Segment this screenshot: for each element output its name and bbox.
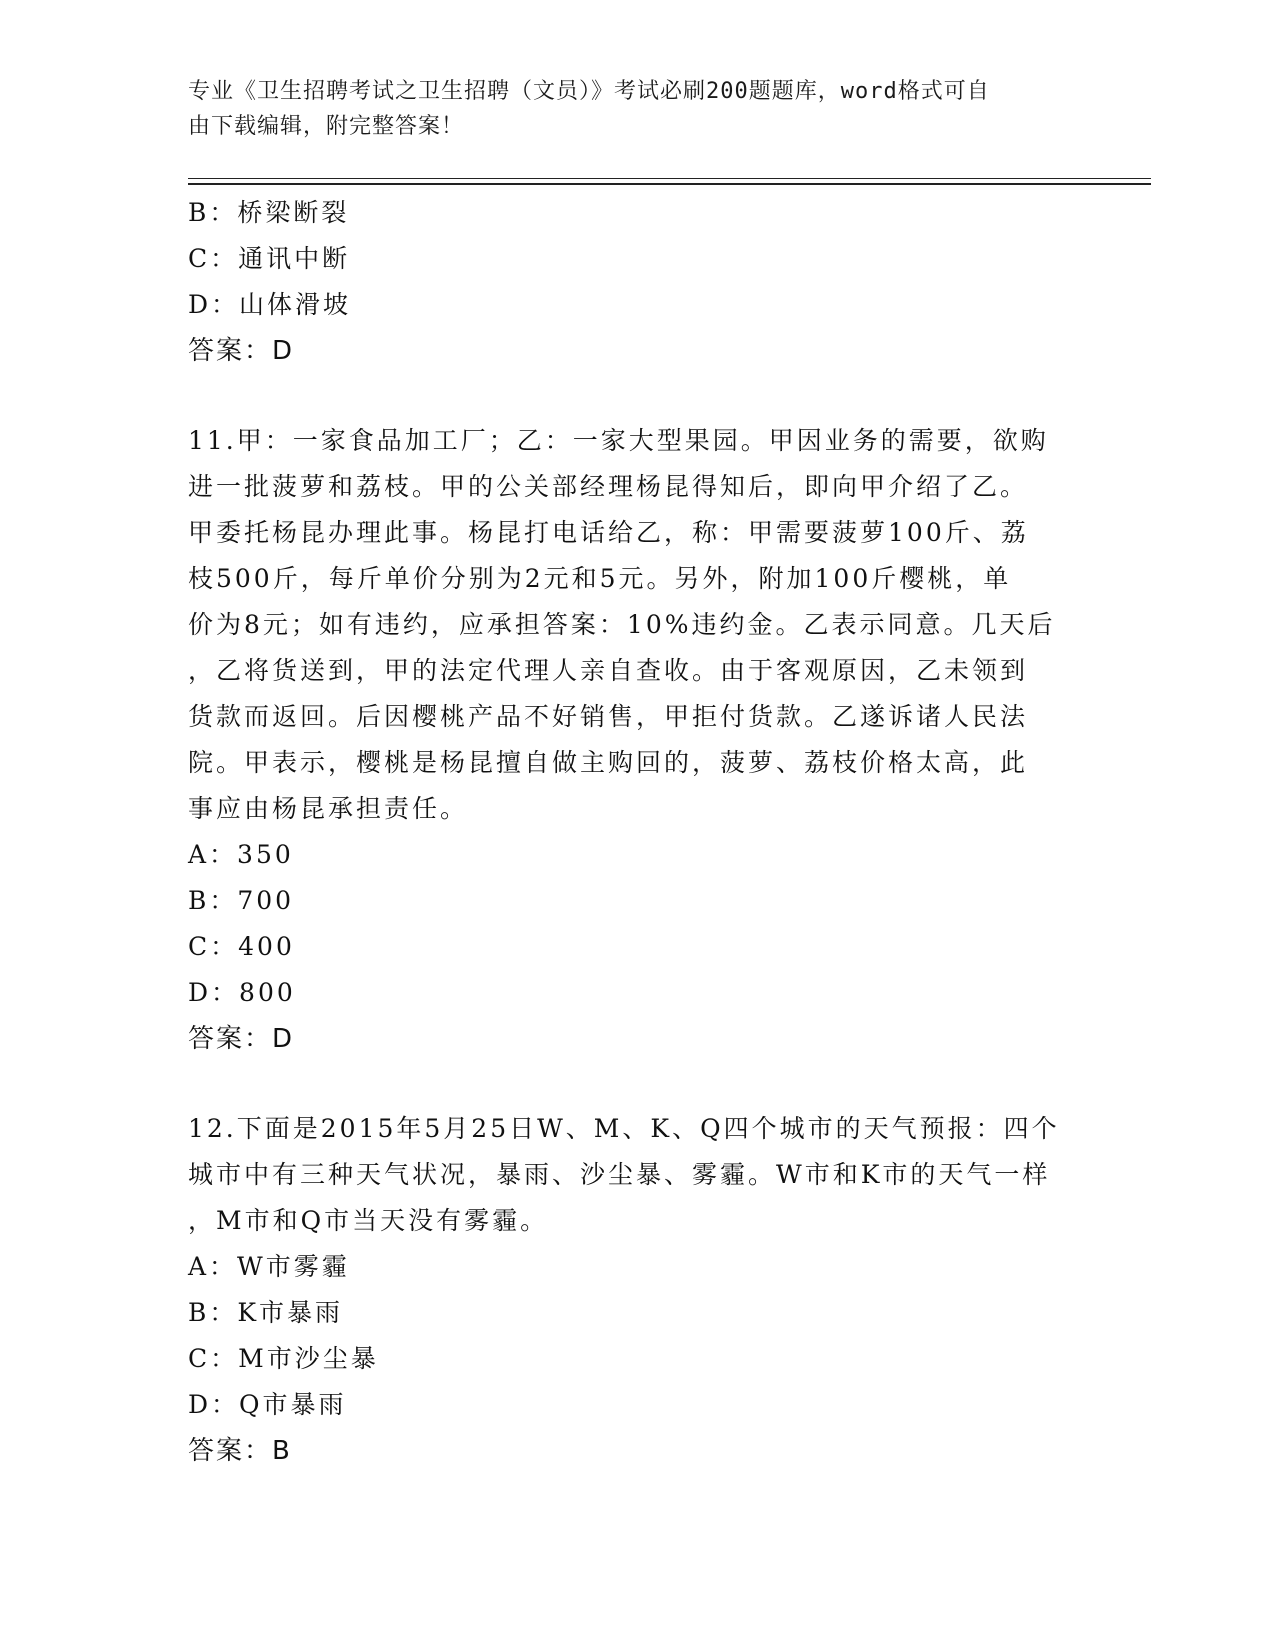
option-c: C：通讯中断: [188, 244, 351, 273]
question-text-line: 12.下面是2015年5月25日W、M、K、Q四个城市的天气预报：四个: [188, 1114, 1060, 1143]
document-body: [188, 190, 1088, 1474]
question-12: [188, 1106, 1088, 1474]
option-a: A：350: [188, 840, 294, 869]
option-c: C：400: [188, 932, 295, 961]
option-a: A：W市雾霾: [188, 1252, 350, 1281]
option-d: D：Q市暴雨: [188, 1390, 347, 1419]
question-text-line: ，乙将货送到，甲的法定代理人亲自查收。由于客观原因，乙未领到: [188, 656, 1029, 685]
option-d: D：800: [188, 978, 296, 1007]
question-text-line: 货款而返回。后因樱桃产品不好销售，甲拒付货款。乙遂诉诸人民法: [188, 702, 1029, 731]
header-divider-thin: [188, 178, 1151, 179]
question-text-line: 枝500斤，每斤单价分别为2元和5元。另外，附加100斤樱桃，单: [188, 564, 1012, 593]
option-b: B：K市暴雨: [188, 1298, 344, 1327]
question-10: [188, 190, 1088, 374]
question-text-line: 事应由杨昆承担责任。: [188, 794, 469, 823]
header-divider-thick: [188, 183, 1151, 185]
question-text-line: 进一批菠萝和荔枝。甲的公关部经理杨昆得知后，即向甲介绍了乙。: [188, 472, 1029, 501]
question-text-line: 院。甲表示，樱桃是杨昆擅自做主购回的，菠萝、荔枝价格太高，此: [188, 748, 1029, 777]
spacer: [188, 374, 1088, 418]
spacer: [188, 1062, 1088, 1106]
option-d: D：山体滑坡: [188, 290, 352, 319]
answer-line: 答案：D: [188, 336, 295, 366]
header-line-1: 专业《卫生招聘考试之卫生招聘（文员）》考试必刷200题题库，word格式可自: [188, 79, 990, 104]
question-text-line: 11.甲：一家食品加工厂；乙：一家大型果园。甲因业务的需要，欲购: [188, 426, 1049, 455]
question-text-line: ，M市和Q市当天没有雾霾。: [188, 1206, 549, 1235]
question-text-line: 城市中有三种天气状况，暴雨、沙尘暴、雾霾。W市和K市的天气一样: [188, 1160, 1051, 1189]
document-header: [188, 74, 1068, 144]
option-b: B：桥梁断裂: [188, 198, 350, 227]
answer-line: 答案：D: [188, 1024, 295, 1054]
question-text-line: 甲委托杨昆办理此事。杨昆打电话给乙，称：甲需要菠萝100斤、荔: [188, 518, 1029, 547]
option-c: C：M市沙尘暴: [188, 1344, 379, 1373]
option-b: B：700: [188, 886, 295, 915]
question-11: [188, 418, 1088, 1062]
header-line-2: 由下载编辑，附完整答案！: [188, 114, 465, 139]
question-text-line: 价为8元；如有违约，应承担答案：10%违约金。乙表示同意。几天后: [188, 610, 1056, 639]
answer-line: 答案：B: [188, 1436, 292, 1466]
